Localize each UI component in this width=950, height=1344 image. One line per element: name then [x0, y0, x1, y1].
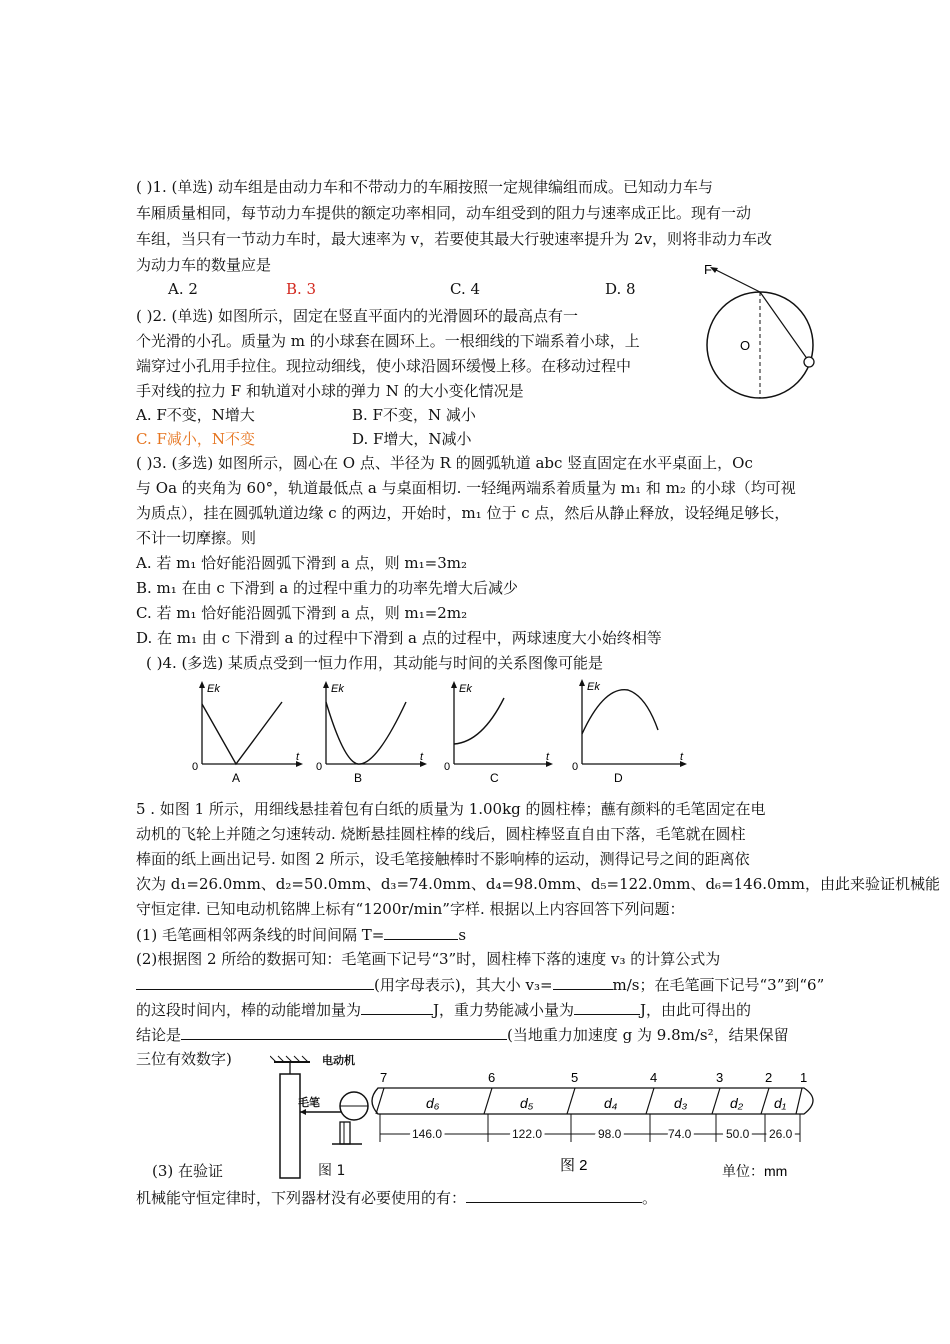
- graph-b: [316, 681, 427, 785]
- d6-label: d₆: [426, 1095, 440, 1111]
- q2-line-2: 个光滑的小孔。质量为 m 的小球套在圆环上。一根细线的下端系着小球，上: [136, 332, 640, 350]
- dist-122: 122.0: [512, 1127, 543, 1141]
- q5-sub2-line-1: (2)根据图 2 所给的数据可知：毛笔画下记号“3”时，圆柱棒下落的速度 v₃ 的计算公式为: [136, 950, 721, 968]
- q3-option-c: C. 若 m₁ 恰好能沿圆弧下滑到 a 点，则 m₁=2m₂: [136, 604, 468, 622]
- graph-d-origin: 0: [572, 761, 579, 773]
- graph-a: [192, 681, 303, 785]
- graph-d-y-label: Ek: [587, 681, 600, 693]
- ek-graphs: [186, 676, 694, 788]
- d2-label: d₂: [730, 1095, 744, 1111]
- q1-line-1: ( )1. (单选) 动车组是由动力车和不带动力的车厢按照一定规律编组而成。已知动力车与: [136, 178, 714, 196]
- mark-6-label: 6: [488, 1070, 496, 1085]
- q5-sub2-line-4: [136, 1023, 789, 1046]
- q5-sub3-line-1: (3) 在验证: [152, 1162, 224, 1180]
- q2-line-4: 手对线的拉力 F 和轨道对小球的弹力 N 的大小变化情况是: [136, 382, 524, 400]
- motor-label: 电动机: [322, 1054, 355, 1067]
- graph-c: [444, 681, 553, 785]
- graph-d: [572, 679, 687, 785]
- q1-option-b: B. 3: [286, 280, 317, 298]
- q5-sub1-text: (1) 毛笔画相邻两条线的时间间隔 T=: [136, 926, 385, 944]
- graph-a-label: A: [232, 771, 241, 785]
- q5-sub2-text-a: (用字母表示)，其大小 v₃=: [374, 976, 553, 994]
- q2-line-1: ( )2. (单选) 如图所示，固定在竖直平面内的光滑圆环的最高点有一: [136, 307, 579, 325]
- marks-figure: [364, 1066, 826, 1180]
- d1-label: d₁: [774, 1095, 787, 1111]
- q3-line-4: 不计一切摩擦。则: [136, 529, 257, 547]
- q4-line: ( )4. (多选) 某质点受到一恒力作用，其动能与时间的关系图像可能是: [146, 654, 604, 672]
- graph-b-curve: [326, 702, 406, 764]
- q3-option-b: B. m₁ 在由 c 下滑到 a 的过程中重力的功率先增大后减少: [136, 579, 518, 597]
- q5-sub2-text-c: 的这段时间内，棒的动能增加量为: [136, 1001, 362, 1019]
- q5-sub2-text-e: J，由此可得出的: [640, 1001, 752, 1019]
- mark-5-label: 5: [571, 1070, 579, 1085]
- q3-line-1: ( )3. (多选) 如图所示，圆心在 O 点、半径为 R 的圆弧轨道 abc 竖直固定在水平桌面上，Oc: [136, 454, 753, 472]
- graph-a-curve: [202, 702, 282, 764]
- v3-value-blank[interactable]: [553, 973, 613, 990]
- q5-line-1: 5 . 如图 1 所示，用细线悬挂着包有白纸的质量为 1.00kg 的圆柱棒；蘸有颜料的毛笔固定在电: [136, 800, 766, 818]
- small-ball: [804, 357, 814, 367]
- graph-b-x-label: t: [420, 751, 424, 763]
- graph-c-origin: 0: [444, 761, 451, 773]
- string-line: [760, 292, 808, 360]
- graph-d-x-label: t: [680, 751, 684, 763]
- q1-option-a: A. 2: [168, 280, 198, 298]
- mark-1-label: 1: [800, 1070, 808, 1085]
- graph-a-x-label: t: [296, 751, 300, 763]
- dist-98: 98.0: [598, 1127, 622, 1141]
- q3-option-a: A. 若 m₁ 恰好能沿圆弧下滑到 a 点，则 m₁=3m₂: [136, 554, 467, 572]
- graph-d-label: D: [614, 771, 623, 785]
- graph-c-label: C: [490, 771, 499, 785]
- q5-sub2-text-b: m/s；在毛笔画下记号“3”到“6”: [612, 976, 825, 994]
- unit-label: 单位：mm: [722, 1163, 788, 1179]
- q2-option-d: D. F增大，N减小: [352, 430, 472, 448]
- potential-energy-blank[interactable]: [574, 998, 640, 1015]
- center-label: O: [740, 338, 751, 353]
- q5-sub3-line-2: [136, 1186, 657, 1209]
- dist-50: 50.0: [726, 1127, 750, 1141]
- q5-sub3-end: 。: [642, 1189, 658, 1207]
- mark-7-label: 7: [380, 1070, 388, 1085]
- brush-label: 毛笔: [298, 1096, 320, 1109]
- q5-line-2: 动机的飞轮上并随之匀速转动. 烧断悬挂圆柱棒的线后，圆柱棒竖直自由下落，毛笔就在圆柱: [136, 825, 746, 843]
- mark-4-label: 4: [650, 1070, 658, 1085]
- figure2-caption: 图 2: [560, 1157, 588, 1174]
- q1-line-3: 车组，当只有一节动力车时，最大速率为 v，若要使其最大行驶速率提升为 2v，则将非动力车改: [136, 230, 773, 248]
- q3-option-d: D. 在 m₁ 由 c 下滑到 a 的过程中下滑到 a 点的过程中，两球速度大小始终相等: [136, 629, 662, 647]
- q5-sub2-line-2: [136, 973, 824, 996]
- graph-b-y-label: Ek: [331, 683, 344, 695]
- q5-sub2-text-f: 结论是: [136, 1026, 182, 1044]
- motor-stand: [340, 1122, 350, 1144]
- q1-line-4: 为动力车的数量应是: [136, 256, 272, 274]
- q5-line-3: 棒面的纸上画出记号. 如图 2 所示，设毛笔接触棒时不影响棒的运动，测得记号之间的距离依: [136, 850, 750, 868]
- figure1-caption: 图 1: [318, 1163, 346, 1179]
- q3-line-2: 与 Oa 的夹角为 60°，轨道最低点 a 与桌面相切. 一轻绳两端系着质量为 m₁ 和 m₂ 的小球（均可视: [136, 479, 796, 497]
- d4-label: d₄: [604, 1095, 618, 1111]
- q5-sub2-line-5: 三位有效数字): [136, 1050, 232, 1068]
- q5-sub2-line-3: [136, 998, 751, 1021]
- q2-line-3: 端穿过小孔用手拉住。现拉动细线，使小球沿圆环缓慢上移。在移动过程中: [136, 357, 632, 375]
- conclusion-blank[interactable]: [181, 1023, 507, 1040]
- equipment-answer-blank[interactable]: [466, 1186, 642, 1203]
- q5-sub3-text: 机械能守恒定律时，下列器材没有必要使用的有：: [136, 1189, 467, 1207]
- graph-b-origin: 0: [316, 761, 323, 773]
- ring-figure: [696, 260, 820, 420]
- dist-26: 26.0: [769, 1127, 793, 1141]
- q1-option-d: D. 8: [605, 280, 636, 298]
- q1-line-2: 车厢质量相同，每节动力车提供的额定功率相同，动车组受到的阻力与速率成正比。现有一动: [136, 204, 752, 222]
- mark-3-label: 3: [716, 1070, 724, 1085]
- q2-option-b: B. F不变，N 减小: [352, 406, 476, 424]
- graph-d-curve: [582, 690, 658, 734]
- q2-option-a: A. F不变，N增大: [136, 406, 255, 424]
- q5-sub1-unit: s: [458, 926, 467, 944]
- q5-line-5: 守恒定律. 已知电动机铭牌上标有“1200r/min”字样. 根据以上内容回答下列问题：: [136, 900, 685, 918]
- graph-c-curve: [454, 698, 504, 744]
- period-answer-blank[interactable]: [384, 923, 458, 940]
- dist-146: 146.0: [412, 1127, 443, 1141]
- q1-option-c: C. 4: [450, 280, 481, 298]
- graph-a-y-label: Ek: [207, 683, 220, 695]
- q3-line-3: 为质点），挂在圆弧轨道边缘 c 的两边，开始时，m₁ 位于 c 点，然后从静止释放，设轻绳足够长，: [136, 504, 790, 522]
- d3-label: d₃: [674, 1095, 688, 1111]
- q5-line-4: 次为 d₁=26.0mm、d₂=50.0mm、d₃=74.0mm、d₄=98.0mm、d₅=122.0mm、d₆=146.0mm，由此来验证机械能: [136, 875, 941, 893]
- v3-formula-blank[interactable]: [136, 973, 374, 990]
- graph-b-label: B: [354, 771, 363, 785]
- q5-sub2-text-g: (当地重力加速度 g 为 9.8m/s²，结果保留: [507, 1026, 789, 1044]
- d5-label: d₅: [520, 1095, 534, 1111]
- dist-74: 74.0: [668, 1127, 692, 1141]
- force-arrow: [712, 268, 760, 292]
- graph-a-origin: 0: [192, 761, 199, 773]
- q5-sub1: [136, 923, 466, 946]
- mark-2-label: 2: [765, 1070, 773, 1085]
- force-label: F: [704, 262, 712, 277]
- graph-c-y-label: Ek: [459, 683, 472, 695]
- q5-sub2-text-d: J，重力势能减小量为: [433, 1001, 575, 1019]
- graph-c-x-label: t: [546, 751, 550, 763]
- kinetic-energy-blank[interactable]: [361, 998, 433, 1015]
- q2-option-c: C. F减小，N不变: [136, 430, 256, 448]
- cylinder-rod: [280, 1074, 300, 1178]
